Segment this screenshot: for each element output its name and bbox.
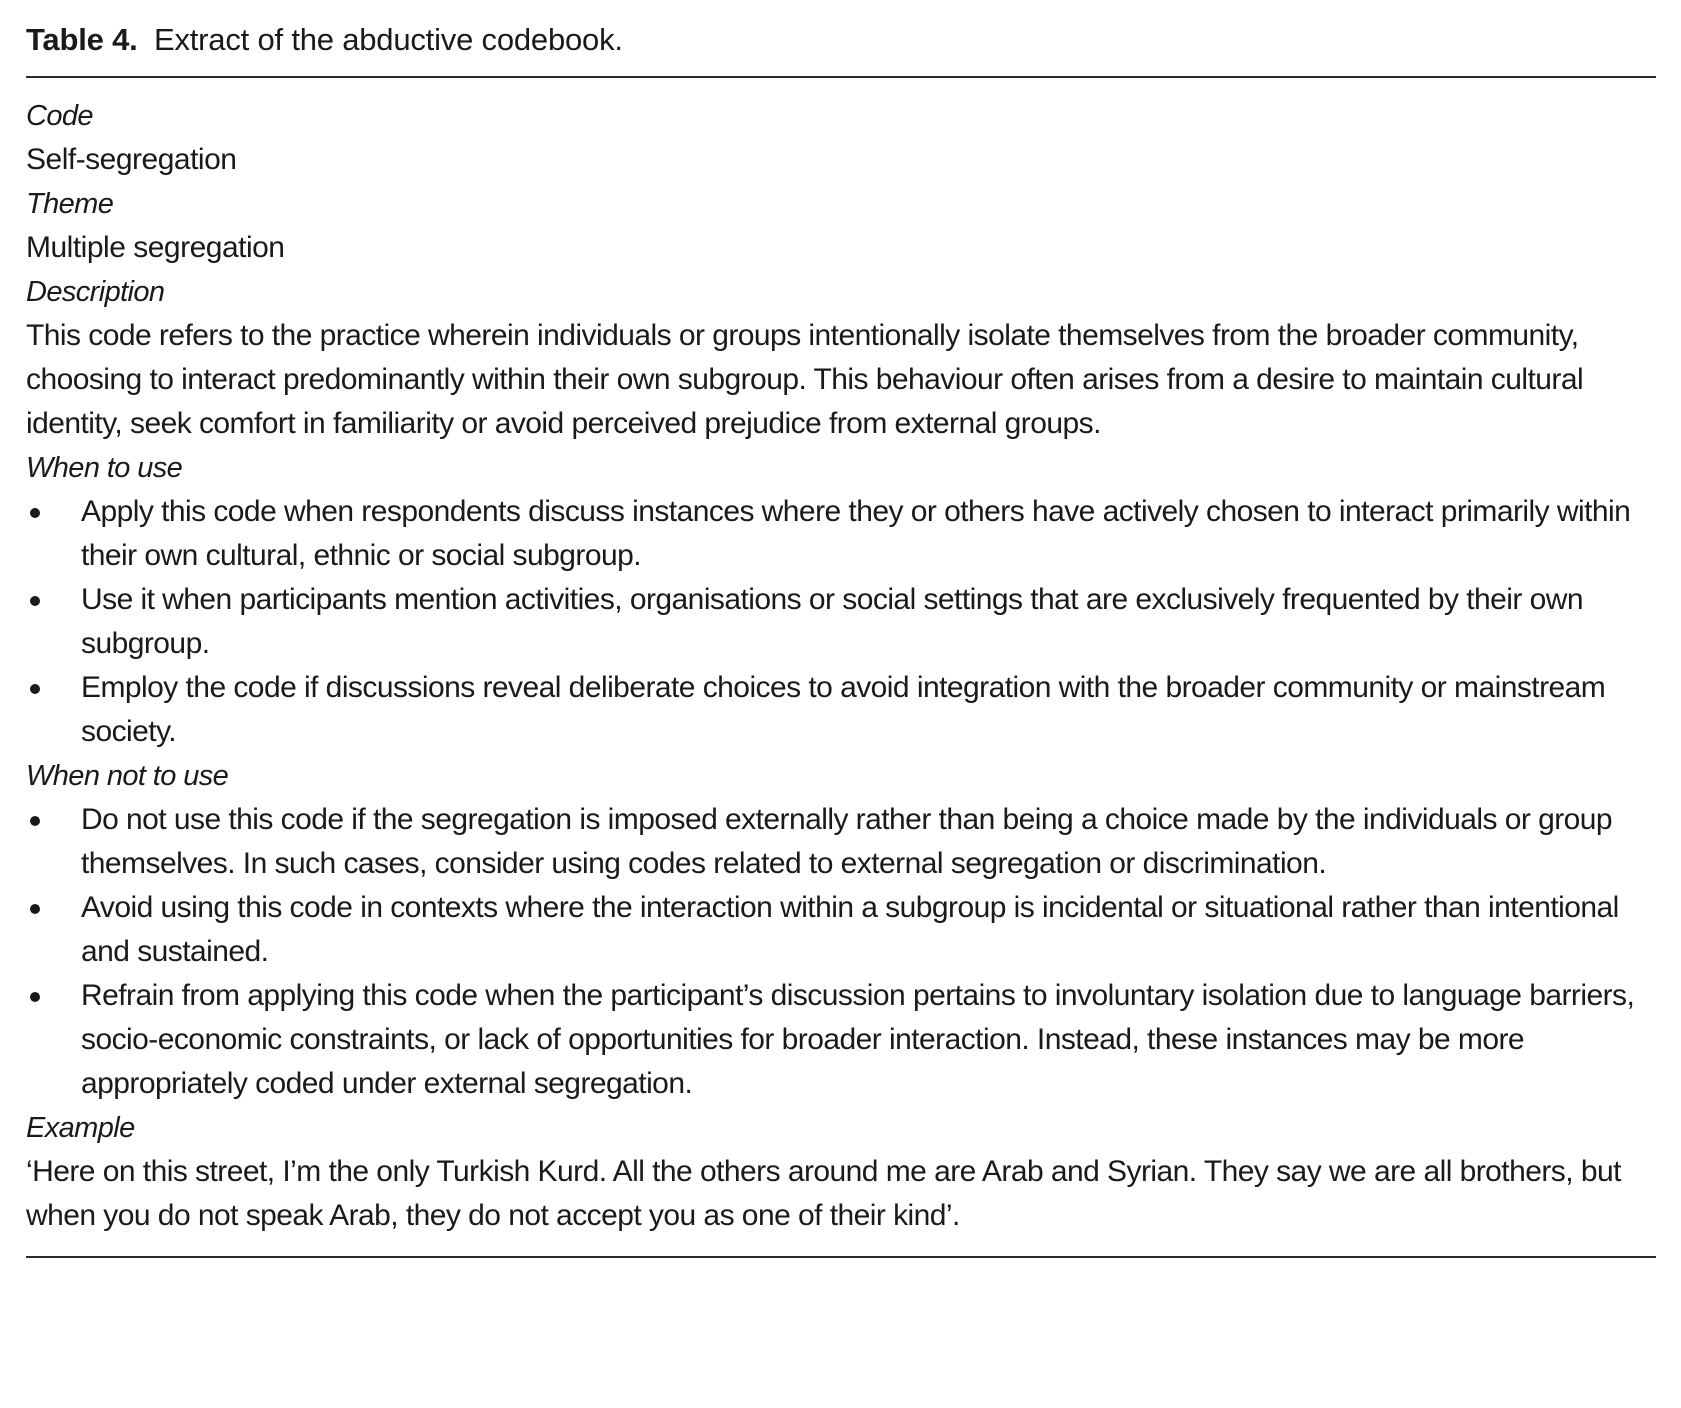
list-item xyxy=(26,886,1656,974)
table-caption-text: Extract of the abductive codebook. xyxy=(153,22,623,57)
bullet-icon xyxy=(30,816,40,826)
example-heading: Example xyxy=(26,1112,135,1144)
theme-value: Multiple segregation xyxy=(26,231,285,264)
list-item xyxy=(26,666,1656,754)
example-text: ‘Here on this street, I’m the only Turkish Kurd. All the others around me are Arab and Syrian. They say we are all brothers, but when you do not speak Arab, they do not accept you as one of their kind’. xyxy=(26,1155,1621,1232)
list-item xyxy=(26,578,1656,666)
bullet-icon xyxy=(30,904,40,914)
when-not-to-use-heading: When not to use xyxy=(26,760,229,792)
description-heading: Description xyxy=(26,276,165,308)
bullet-icon xyxy=(30,508,40,518)
bullet-icon xyxy=(30,684,40,694)
when-to-use-heading: When to use xyxy=(26,452,183,484)
list-item xyxy=(26,974,1656,1106)
codebook-table xyxy=(26,18,1656,1258)
table-label: Table 4. xyxy=(26,22,138,57)
when-to-use-list xyxy=(26,490,1656,754)
when-not-to-use-list xyxy=(26,798,1656,1106)
list-item xyxy=(26,798,1656,886)
table-caption xyxy=(26,18,1656,62)
list-item-text: Do not use this code if the segregation is imposed externally rather than being a choice made by the individuals or group themselves. In such cases, consider using codes related to external segregation or discrimination. xyxy=(81,803,1613,880)
table-body xyxy=(26,78,1656,1248)
bullet-icon xyxy=(30,992,40,1002)
list-item-text: Employ the code if discussions reveal deliberate choices to avoid integration with the broader community or mainstream society. xyxy=(81,671,1606,748)
list-item xyxy=(26,490,1656,578)
bottom-rule xyxy=(26,1256,1656,1258)
bullet-icon xyxy=(30,596,40,606)
code-value: Self-segregation xyxy=(26,143,237,176)
list-item-text: Avoid using this code in contexts where the interaction within a subgroup is incidental or situational rather than intentional and sustained. xyxy=(81,891,1619,968)
list-item-text: Use it when participants mention activities, organisations or social settings that are exclusively frequented by their own subgroup. xyxy=(81,583,1584,660)
list-item-text: Apply this code when respondents discuss instances where they or others have actively chosen to interact primarily within their own cultural, ethnic or social subgroup. xyxy=(81,495,1631,572)
theme-heading: Theme xyxy=(26,188,114,220)
description-text: This code refers to the practice wherein individuals or groups intentionally isolate themselves from the broader community, choosing to interact predominantly within their own subgroup. This behaviour often arises from a desire to maintain cultural identity, seek comfort in familiarity or avoid perceived prejudice from external groups. xyxy=(26,319,1584,440)
list-item-text: Refrain from applying this code when the participant’s discussion pertains to involuntary isolation due to language barriers, socio-economic constraints, or lack of opportunities for broader interaction. Instead, these instances may be more appropriately coded under external segregation. xyxy=(81,979,1635,1100)
code-heading: Code xyxy=(26,100,93,132)
